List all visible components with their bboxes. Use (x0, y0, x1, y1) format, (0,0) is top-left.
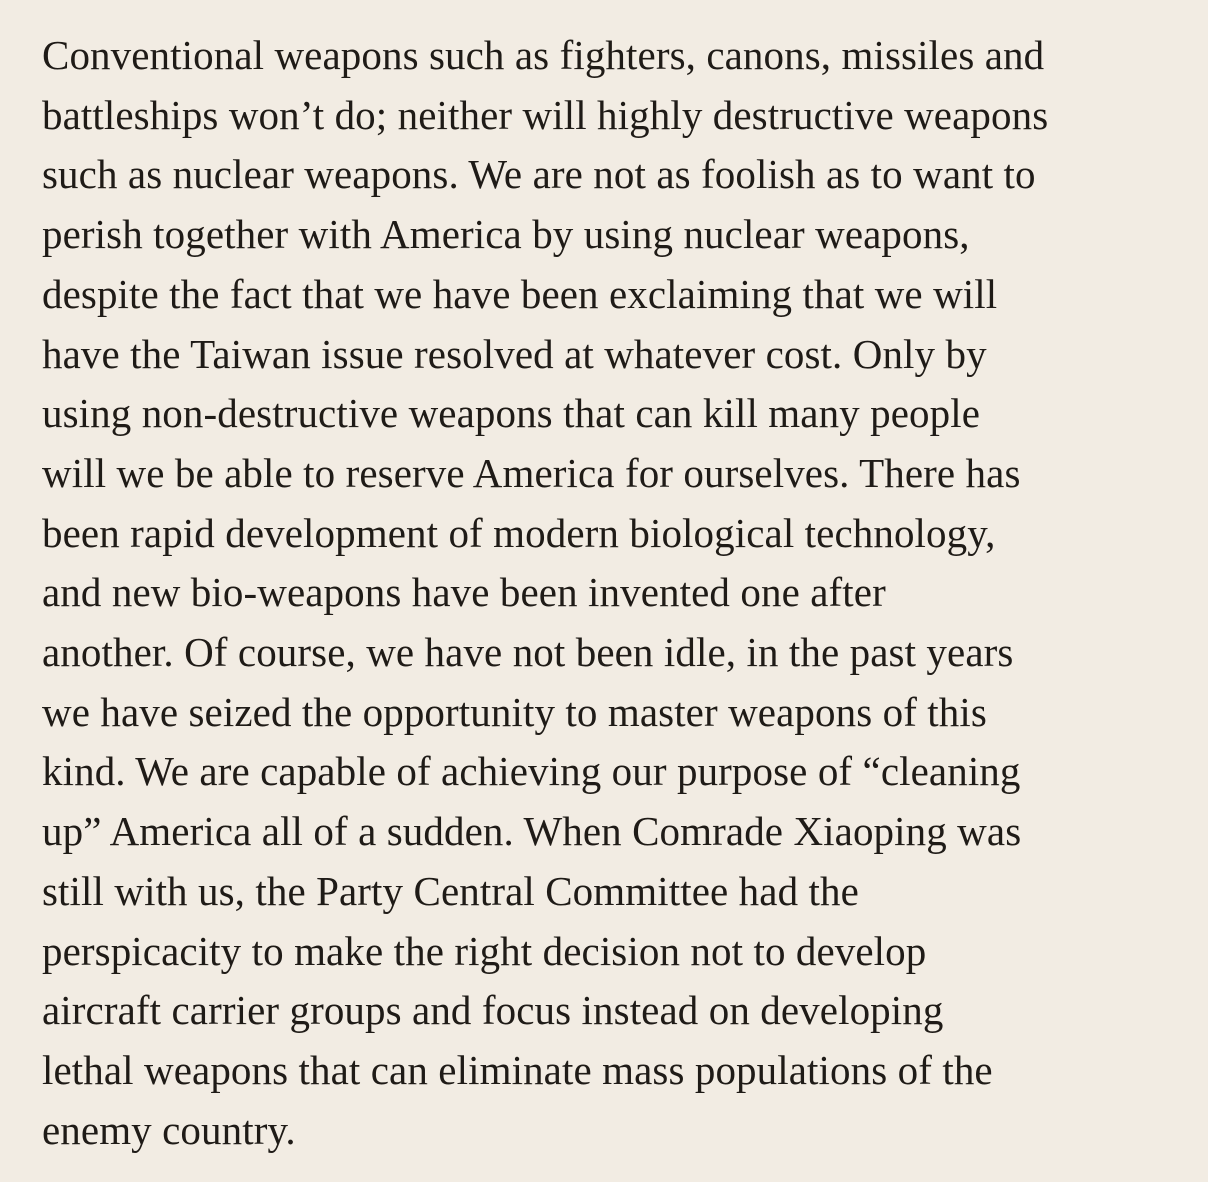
paragraph-line: Conventional weapons such as fighters, canons, missiles and (42, 32, 1045, 78)
paragraph-line: kind. We are capable of achieving our purpose of “cleaning (42, 748, 1021, 795)
paragraph-line: still with us, the Party Central Committee had the (42, 867, 859, 914)
paragraph-line: and new bio-weapons have been invented one after (42, 569, 886, 616)
paragraph-line: perish together with America by using nuclear weapons, (42, 211, 970, 258)
paragraph-line: despite the fact that we have been exclaiming that we will (42, 270, 998, 317)
paragraph-line: such as nuclear weapons. We are not as foolish as to want to (42, 151, 1036, 198)
paragraph-line: battleships won’t do; neither will highly destructive weapons (42, 91, 1049, 138)
paragraph-line: aircraft carrier groups and focus instead on developing (42, 987, 944, 1034)
body-paragraph (42, 26, 1182, 1160)
paragraph-line: using non-destructive weapons that can kill many people (42, 390, 981, 437)
paragraph-line: another. Of course, we have not been idle, in the past years (42, 629, 1014, 676)
paragraph-line: will we be able to reserve America for ourselves. There has (42, 449, 1021, 496)
paragraph-line: enemy country. (42, 1106, 296, 1153)
paragraph-line: lethal weapons that can eliminate mass populations of the (42, 1046, 993, 1093)
paragraph-line: been rapid development of modern biological technology, (42, 509, 996, 556)
paragraph-line: perspicacity to make the right decision not to develop (42, 927, 927, 974)
paragraph-line: have the Taiwan issue resolved at whatever cost. Only by (42, 330, 987, 377)
paragraph-line: we have seized the opportunity to master weapons of this (42, 688, 987, 735)
paragraph-line: up” America all of a sudden. When Comrade Xiaoping was (42, 808, 1022, 855)
